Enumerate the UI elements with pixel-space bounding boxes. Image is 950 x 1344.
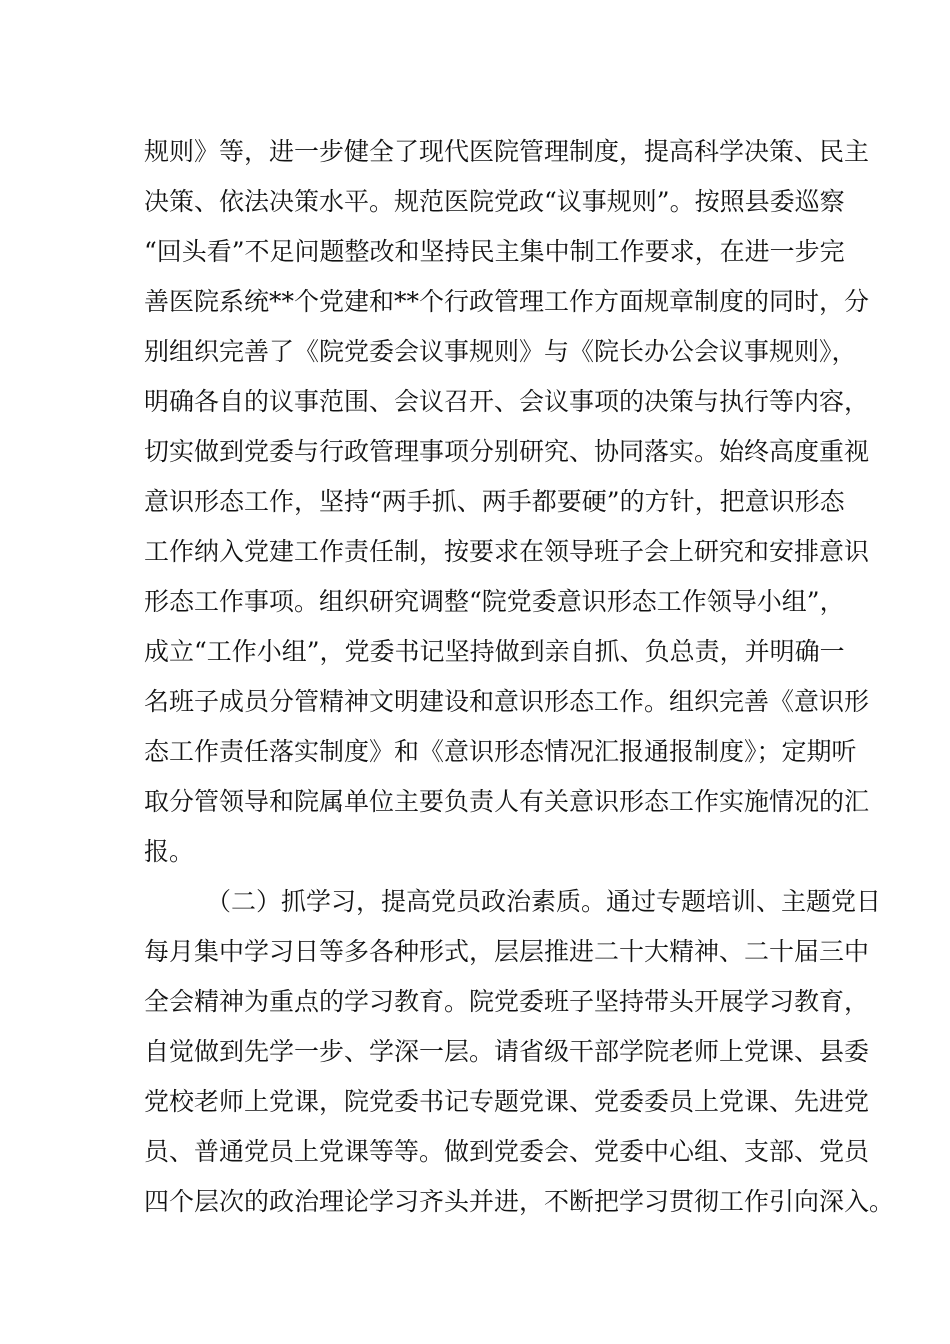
body-text-line: 别组织完善了《院党委会议事规则》与《院长办公会议事规则》，: [144, 337, 857, 366]
body-text-line: 态工作责任落实制度》和《意识形态情况汇报通报制度》；定期听: [144, 737, 857, 766]
body-text-line: 党校老师上党课，院党委书记专题党课、党委委员上党课、先进党: [144, 1087, 870, 1116]
body-text-line: 切实做到党委与行政管理事项分别研究、协同落实。始终高度重视: [144, 437, 870, 466]
body-text-line: 规则》等，进一步健全了现代医院管理制度，提高科学决策、民主: [144, 137, 870, 166]
body-text-line: 全会精神为重点的学习教育。院党委班子坚持带头开展学习教育，: [144, 987, 870, 1016]
body-text-line: 名班子成员分管精神文明建设和意识形态工作。组织完善《意识形: [144, 687, 870, 716]
body-text-line: “回头看”不足问题整改和坚持民主集中制工作要求，在进一步完: [144, 237, 845, 266]
body-text-line: 工作纳入党建工作责任制，按要求在领导班子会上研究和安排意识: [144, 537, 870, 566]
body-text-line: 取分管领导和院属单位主要负责人有关意识形态工作实施情况的汇: [144, 787, 870, 816]
body-text-line: 形态工作事项。组织研究调整“院党委意识形态工作领导小组”，: [144, 587, 845, 616]
body-text-line: 意识形态工作，坚持“两手抓、两手都要硬”的方针，把意识形态: [144, 487, 845, 516]
paragraph-end-line: 报。: [144, 837, 195, 866]
body-text-line: 四个层次的政治理论学习齐头并进，不断把学习贯彻工作引向深入。: [144, 1187, 895, 1216]
body-text-line: 每月集中学习日等多各种形式，层层推进二十大精神、二十届三中: [144, 937, 870, 966]
body-text-line: 明确各自的议事范围、会议召开、会议事项的决策与执行等内容，: [144, 387, 870, 416]
section-heading-line: （二）抓学习，提高党员政治素质。通过专题培训、主题党日: [206, 887, 882, 916]
body-text-line: 员、普通党员上党课等等。做到党委会、党委中心组、支部、党员: [144, 1137, 870, 1166]
body-text-line: 自觉做到先学一步、学深一层。请省级干部学院老师上党课、县委: [144, 1037, 870, 1066]
body-text-line: 决策、依法决策水平。规范医院党政“议事规则”。按照县委巡察: [144, 187, 845, 216]
body-text-line: 成立“工作小组”，党委书记坚持做到亲自抓、负总责，并明确一: [144, 637, 845, 666]
body-text-line: 善医院系统**个党建和**个行政管理工作方面规章制度的同时，分: [144, 287, 870, 316]
